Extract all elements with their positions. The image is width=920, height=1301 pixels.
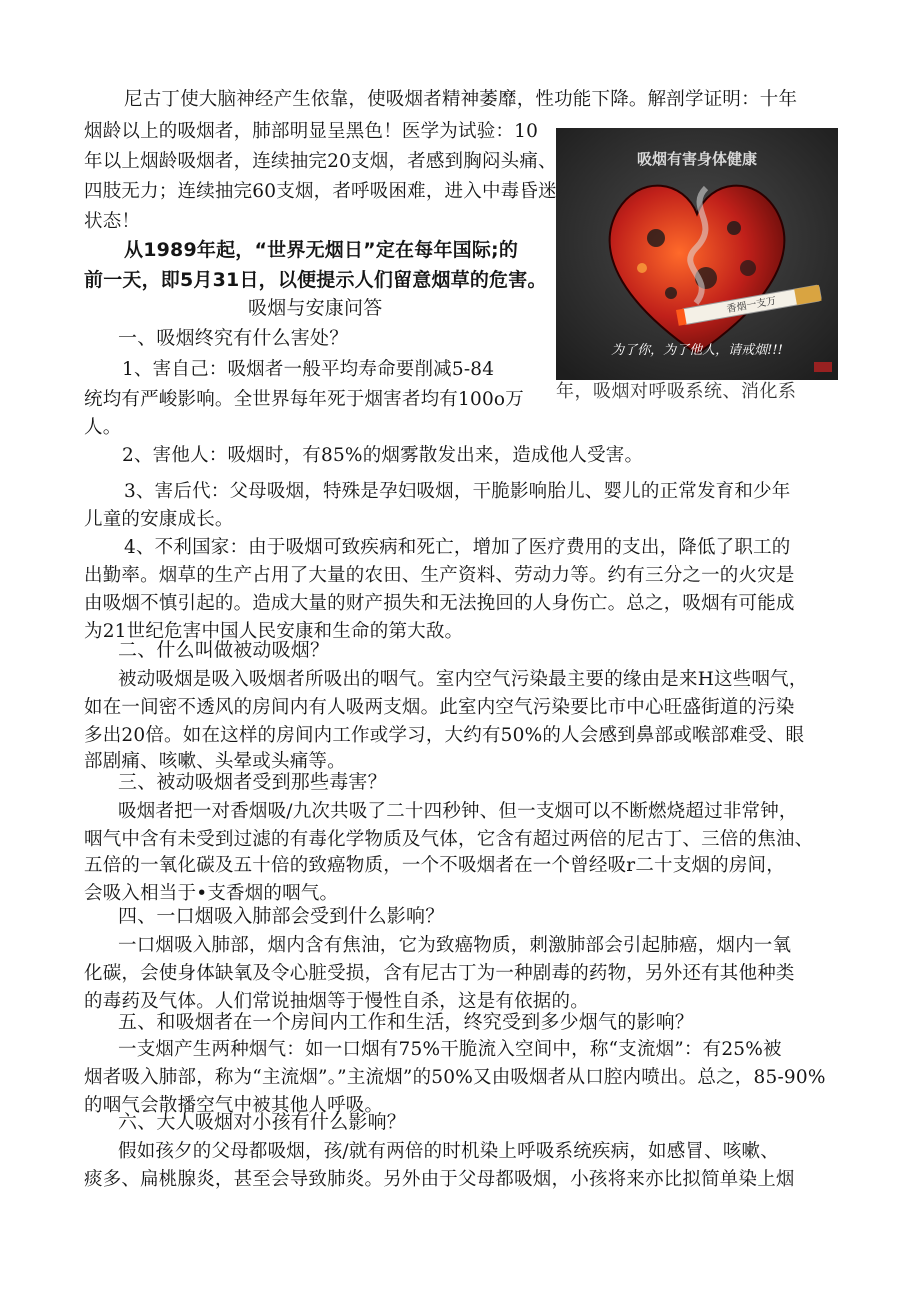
paragraph-line: 2、害他人：吸烟时，有85%的烟雾散发出来，造成他人受害。 <box>122 445 644 466</box>
paragraph-line: 由吸烟不慎引起的。造成大量的财产损失和无法挽回的人身伤亡。总之，吸烟有可能成 <box>84 593 795 614</box>
paragraph-line: 统均有严峻影响。全世界每年死于烟害者均有100o万 <box>84 389 524 410</box>
section-heading-4: 四、一口烟吸入肺部会受到什么影响？ <box>118 905 445 927</box>
paragraph-line: 五倍的一氧化碳及五十倍的致癌物质，一个不吸烟者在一个曾经吸r二十支烟的房间， <box>84 855 785 876</box>
paragraph-line: 为21世纪危害中国人民安康和生命的第大敌。 <box>84 621 464 642</box>
paragraph-line: 状态！ <box>84 211 141 232</box>
paragraph-line: 儿童的安康成长。 <box>84 509 234 530</box>
paragraph-line: 咽气中含有未受到过滤的有毒化学物质及气体，它含有超过两倍的尼古丁、三倍的焦油、 <box>84 829 814 850</box>
paragraph-line: 1、害自己：吸烟者一般平均寿命要削减5-84 <box>122 359 495 380</box>
paragraph-line: 烟者吸入肺部，称为“主流烟”。”主流烟”的50%又由吸烟者从口腔内喷出。总之，85-90% <box>84 1067 826 1088</box>
paragraph-line: 如在一间密不透风的房间内有人吸两支烟。此室内空气污染要比市中心旺盛街道的污染 <box>84 697 795 718</box>
paragraph-line: 多出20倍。如在这样的房间内工作或学习，大约有50%的人会感到鼻部或喉部难受、眼 <box>84 725 805 746</box>
heart-cigarette-icon <box>556 128 838 380</box>
poster-cigarette-text: 香烟一支万 <box>725 295 778 316</box>
paragraph-line: 的咽气会散播空气中被其他人呼吸。 <box>84 1095 384 1116</box>
paragraph-line: 人。 <box>84 417 122 438</box>
anti-smoking-poster <box>556 128 838 380</box>
paragraph-line: 四肢无力；连续抽完60支烟，者呼吸困难，进入中毒昏迷 <box>84 181 557 202</box>
paragraph-line: 化碳，会使身体缺氧及令心脏受损，含有尼古丁为一种剧毒的药物，另外还有其他种类 <box>84 963 795 984</box>
poster-top-text: 吸烟有害身体健康 <box>636 150 758 168</box>
section-heading-2: 二、什么叫做被动吸烟？ <box>118 639 330 661</box>
paragraph-line: 一支烟产生两种烟气：如一口烟有75%干脆流入空间中，称“支流烟”：有25%被 <box>118 1039 782 1060</box>
paragraph-line: 3、害后代：父母吸烟，特殊是孕妇吸烟，干脆影响胎儿、婴儿的正常发育和少年 <box>124 481 791 502</box>
paragraph-line-bold: 前一天，即5月31日，以便提示人们留意烟草的危害。 <box>84 269 547 291</box>
paragraph-line-tail: 年，吸烟对呼吸系统、消化系 <box>556 381 797 402</box>
paragraph-line: 一口烟吸入肺部，烟内含有焦油，它为致癌物质，刺激肺部会引起肺癌，烟内一氧 <box>118 935 792 956</box>
paragraph-line: 吸烟者把一对香烟吸/九次共吸了二十四秒钟、但一支烟可以不断燃烧超过非常钟， <box>118 801 798 822</box>
paragraph-line: 会吸入相当于•支香烟的咽气。 <box>84 883 339 904</box>
paragraph-line: 痰多、扁桃腺炎，甚至会导致肺炎。另外由于父母都吸烟，小孩将来亦比拟简单染上烟 <box>84 1169 795 1190</box>
paragraph-line: 假如孩夕的父母都吸烟，孩/就有两倍的时机染上呼吸系统疾病，如感冒、咳嗽、 <box>118 1141 779 1162</box>
section-heading-3: 三、被动吸烟者受到那些毒害？ <box>118 771 387 793</box>
paragraph-line: 被动吸烟是吸入吸烟者所吸出的咽气。室内空气污染最主要的缘由是来H这些咽气， <box>118 669 808 690</box>
paragraph-line: 出勤率。烟草的生产占用了大量的农田、生产资料、劳动力等。约有三分之一的火灾是 <box>84 565 795 586</box>
section-heading-6: 六、大人吸烟对小孩有什么影响？ <box>118 1111 407 1133</box>
section-heading-5: 五、和吸烟者在一个房间内工作和生活，终究受到多少烟气的影响？ <box>118 1011 695 1033</box>
paragraph-line: 4、不利国家：由于吸烟可致疾病和死亡，增加了医疗费用的支出，降低了职工的 <box>124 537 791 558</box>
paragraph-line-bold: 从1989年起，“世界无烟日”定在每年国际;的 <box>124 239 519 261</box>
paragraph-line: 部剧痛、咳嗽、头晕或头痛等。 <box>84 751 346 772</box>
paragraph-line: 的毒药及气体。人们常说抽烟等于慢性自杀，这是有依据的。 <box>84 991 589 1012</box>
paragraph-line: 尼古丁使大脑神经产生依靠，使吸烟者精神萎靡，性功能下降。解剖学证明：十年 <box>124 89 798 110</box>
section-heading-1: 一、吸烟终究有什么害处？ <box>118 327 349 349</box>
paragraph-line: 烟龄以上的吸烟者，肺部明显呈黑色！医学为试验：10 <box>84 121 539 142</box>
paragraph-line: 年以上烟龄吸烟者，连续抽完20支烟，者感到胸闷头痛、 <box>84 151 557 172</box>
poster-bottom-text: 为了你，为了他人，请戒烟!!! <box>611 343 783 358</box>
section-title: 吸烟与安康问答 <box>248 297 383 319</box>
